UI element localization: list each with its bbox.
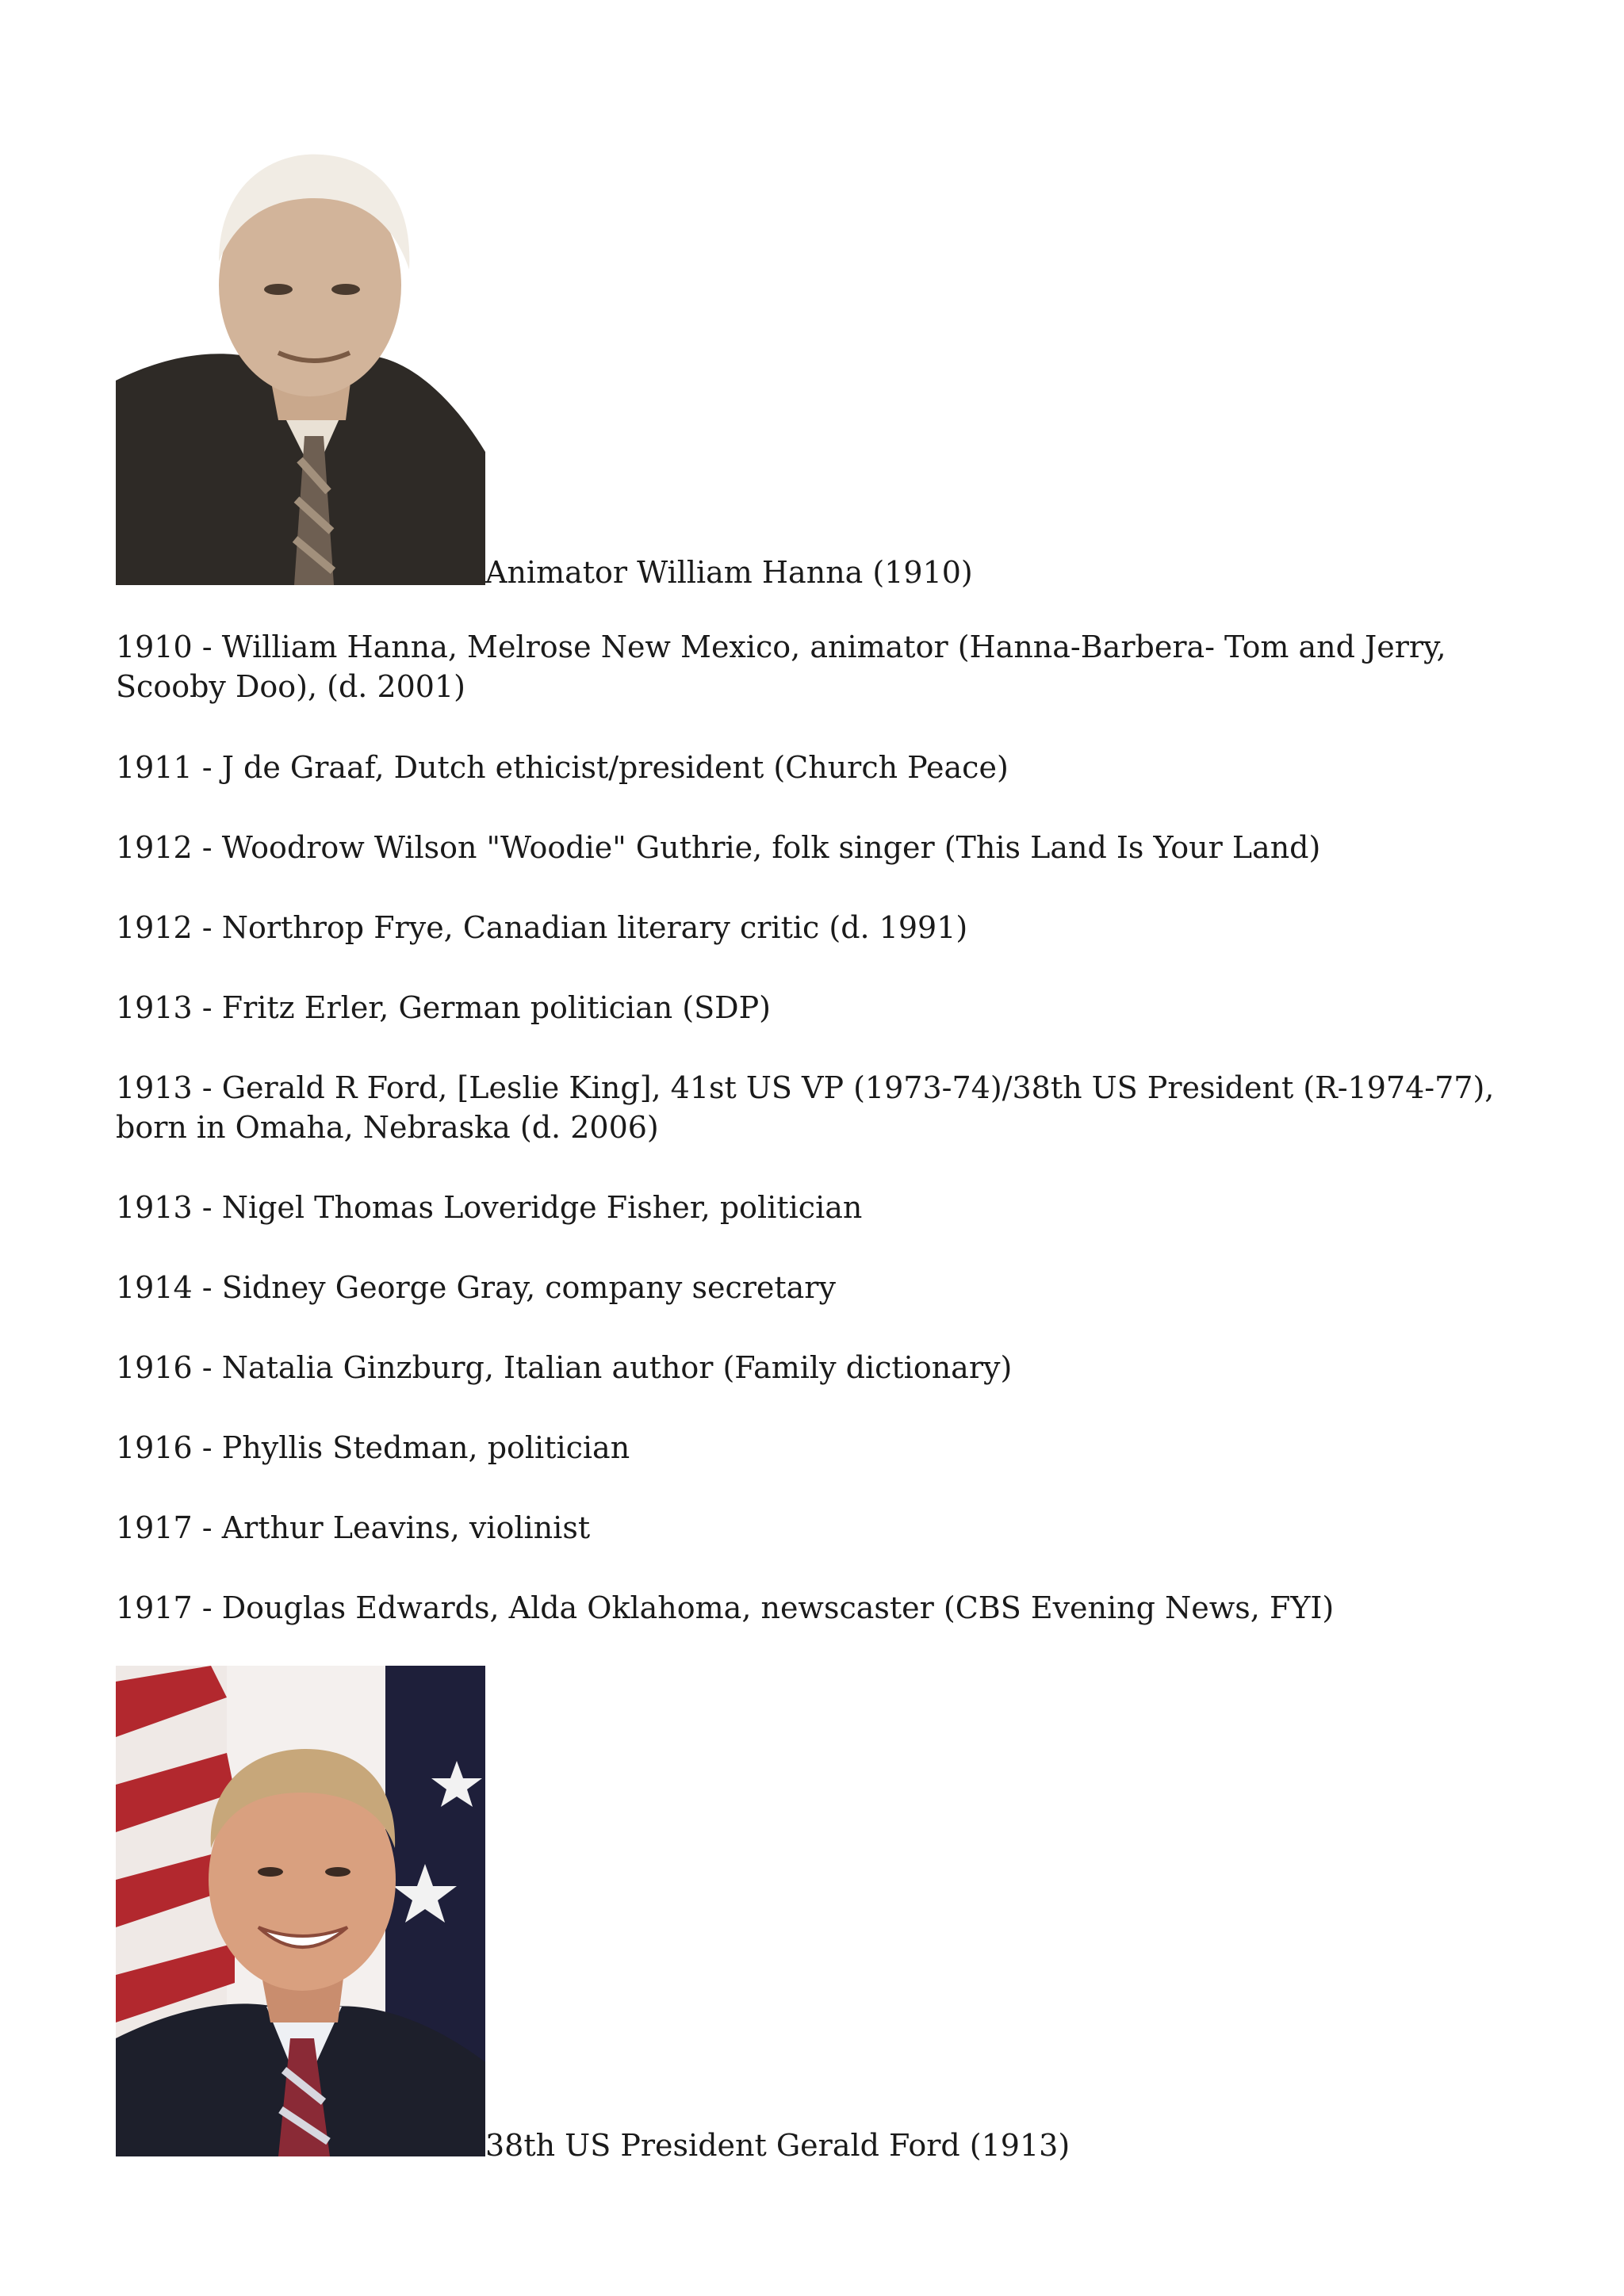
entry-1911-de-graaf: 1911 - J de Graaf, Dutch ethicist/president (Church Peace) [116,750,1009,785]
entry-1914-gray: 1914 - Sidney George Gray, company secretary [116,1270,836,1305]
entry-1913-ford: 1913 - Gerald R Ford, [Leslie King], 41st US VP (1973-74)/38th US President (R-1974-77), born in Omaha, Nebraska (d. 2006) [116,1070,1495,1145]
ford-image-caption: 38th US President Gerald Ford (1913) [485,2128,1071,2163]
entry-1912-frye: 1912 - Northrop Frye, Canadian literary critic (d. 1991) [116,910,968,945]
hanna-portrait-image [116,119,485,585]
entry-1910-hanna: 1910 - William Hanna, Melrose New Mexico, animator (Hanna-Barbera- Tom and Jerry, Scooby Doo), (d. 2001) [116,629,1446,704]
ford-portrait-image [116,1666,485,2156]
entry-1913-erler: 1913 - Fritz Erler, German politician (SDP) [116,990,771,1025]
hanna-image-caption: Animator William Hanna (1910) [485,555,973,590]
entry-1917-leavins: 1917 - Arthur Leavins, violinist [116,1510,591,1545]
entry-1916-ginzburg: 1916 - Natalia Ginzburg, Italian author (Family dictionary) [116,1350,1013,1385]
entry-1917-edwards: 1917 - Douglas Edwards, Alda Oklahoma, newscaster (CBS Evening News, FYI) [116,1590,1335,1625]
entry-1916-stedman: 1916 - Phyllis Stedman, politician [116,1430,630,1465]
entry-1912-guthrie: 1912 - Woodrow Wilson "Woodie" Guthrie, folk singer (This Land Is Your Land) [116,830,1321,865]
entry-1913-fisher: 1913 - Nigel Thomas Loveridge Fisher, politician [116,1190,863,1225]
